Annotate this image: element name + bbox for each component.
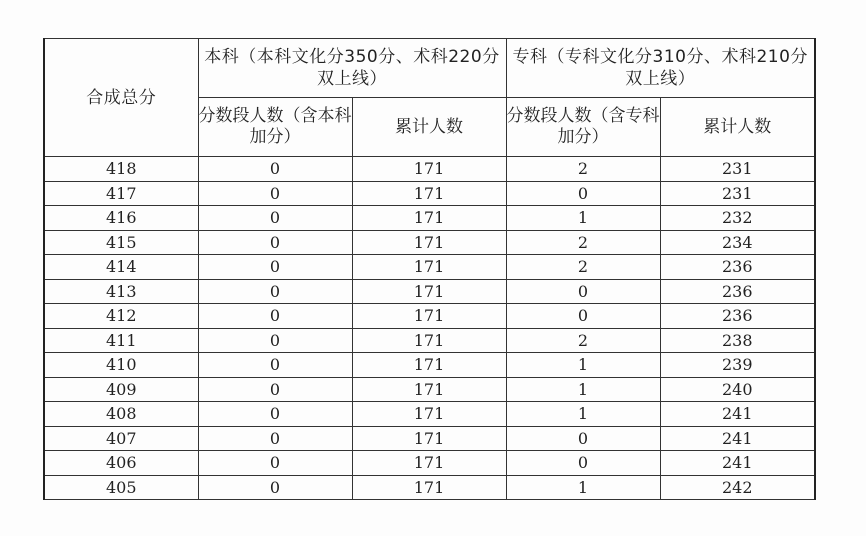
cell-undergrad-segment-count: 0 bbox=[198, 157, 352, 182]
cell-college-cumulative: 231 bbox=[660, 157, 815, 182]
cell-total-score: 417 bbox=[44, 181, 198, 206]
cell-total-score: 407 bbox=[44, 426, 198, 451]
cell-undergrad-segment-count: 0 bbox=[198, 328, 352, 353]
cell-college-segment-count: 2 bbox=[506, 328, 660, 353]
table-row bbox=[44, 475, 815, 500]
cell-college-cumulative: 236 bbox=[660, 279, 815, 304]
table-body bbox=[44, 157, 815, 500]
table-row bbox=[44, 451, 815, 476]
table-row bbox=[44, 206, 815, 231]
cell-college-segment-count: 1 bbox=[506, 206, 660, 231]
cell-undergrad-segment-count: 0 bbox=[198, 426, 352, 451]
table-row bbox=[44, 426, 815, 451]
cell-total-score: 416 bbox=[44, 206, 198, 231]
cell-college-cumulative: 236 bbox=[660, 304, 815, 329]
cell-undergrad-segment-count: 0 bbox=[198, 279, 352, 304]
table-row bbox=[44, 181, 815, 206]
cell-college-cumulative: 234 bbox=[660, 230, 815, 255]
cell-college-cumulative: 239 bbox=[660, 353, 815, 378]
table-row bbox=[44, 402, 815, 427]
cell-undergrad-cumulative: 171 bbox=[352, 377, 506, 402]
header-undergrad-segment-count: 分数段人数（含本科加分） bbox=[198, 98, 352, 157]
cell-undergrad-cumulative: 171 bbox=[352, 328, 506, 353]
cell-undergrad-cumulative: 171 bbox=[352, 279, 506, 304]
cell-undergrad-cumulative: 171 bbox=[352, 157, 506, 182]
cell-total-score: 415 bbox=[44, 230, 198, 255]
cell-college-segment-count: 1 bbox=[506, 475, 660, 500]
header-college-cumulative: 累计人数 bbox=[660, 98, 815, 157]
cell-total-score: 405 bbox=[44, 475, 198, 500]
table-row bbox=[44, 157, 815, 182]
table-row bbox=[44, 377, 815, 402]
cell-undergrad-cumulative: 171 bbox=[352, 206, 506, 231]
cell-undergrad-segment-count: 0 bbox=[198, 377, 352, 402]
cell-college-cumulative: 240 bbox=[660, 377, 815, 402]
cell-undergrad-cumulative: 171 bbox=[352, 255, 506, 280]
cell-college-cumulative: 241 bbox=[660, 426, 815, 451]
cell-college-cumulative: 241 bbox=[660, 451, 815, 476]
cell-college-cumulative: 242 bbox=[660, 475, 815, 500]
header-undergrad-cumulative: 累计人数 bbox=[352, 98, 506, 157]
cell-undergrad-cumulative: 171 bbox=[352, 451, 506, 476]
score-distribution-table bbox=[43, 38, 816, 500]
cell-college-segment-count: 2 bbox=[506, 157, 660, 182]
table-row bbox=[44, 304, 815, 329]
cell-total-score: 409 bbox=[44, 377, 198, 402]
cell-college-segment-count: 2 bbox=[506, 255, 660, 280]
cell-total-score: 412 bbox=[44, 304, 198, 329]
cell-undergrad-segment-count: 0 bbox=[198, 230, 352, 255]
cell-undergrad-segment-count: 0 bbox=[198, 304, 352, 329]
table-row bbox=[44, 328, 815, 353]
table-row bbox=[44, 255, 815, 280]
cell-undergrad-segment-count: 0 bbox=[198, 451, 352, 476]
cell-college-segment-count: 0 bbox=[506, 304, 660, 329]
cell-college-cumulative: 241 bbox=[660, 402, 815, 427]
cell-undergrad-cumulative: 171 bbox=[352, 353, 506, 378]
cell-undergrad-segment-count: 0 bbox=[198, 255, 352, 280]
cell-college-segment-count: 0 bbox=[506, 279, 660, 304]
cell-undergrad-segment-count: 0 bbox=[198, 353, 352, 378]
cell-college-cumulative: 236 bbox=[660, 255, 815, 280]
cell-undergrad-segment-count: 0 bbox=[198, 206, 352, 231]
cell-total-score: 418 bbox=[44, 157, 198, 182]
cell-college-segment-count: 0 bbox=[506, 426, 660, 451]
cell-college-cumulative: 238 bbox=[660, 328, 815, 353]
cell-total-score: 414 bbox=[44, 255, 198, 280]
cell-total-score: 408 bbox=[44, 402, 198, 427]
cell-undergrad-cumulative: 171 bbox=[352, 181, 506, 206]
header-junior-college-group: 专科（专科文化分310分、术科210分双上线） bbox=[506, 39, 815, 98]
cell-college-segment-count: 0 bbox=[506, 181, 660, 206]
cell-total-score: 410 bbox=[44, 353, 198, 378]
cell-undergrad-segment-count: 0 bbox=[198, 402, 352, 427]
cell-college-segment-count: 1 bbox=[506, 402, 660, 427]
table-row bbox=[44, 353, 815, 378]
header-total-score: 合成总分 bbox=[44, 39, 198, 157]
cell-total-score: 413 bbox=[44, 279, 198, 304]
cell-undergrad-segment-count: 0 bbox=[198, 475, 352, 500]
cell-undergrad-cumulative: 171 bbox=[352, 475, 506, 500]
cell-undergrad-cumulative: 171 bbox=[352, 304, 506, 329]
cell-undergrad-cumulative: 171 bbox=[352, 230, 506, 255]
cell-college-cumulative: 231 bbox=[660, 181, 815, 206]
table-row bbox=[44, 230, 815, 255]
cell-undergrad-cumulative: 171 bbox=[352, 402, 506, 427]
cell-undergrad-cumulative: 171 bbox=[352, 426, 506, 451]
cell-total-score: 411 bbox=[44, 328, 198, 353]
cell-college-segment-count: 1 bbox=[506, 353, 660, 378]
header-undergraduate-group: 本科（本科文化分350分、术科220分双上线） bbox=[198, 39, 506, 98]
cell-college-segment-count: 2 bbox=[506, 230, 660, 255]
cell-college-segment-count: 1 bbox=[506, 377, 660, 402]
cell-undergrad-segment-count: 0 bbox=[198, 181, 352, 206]
cell-total-score: 406 bbox=[44, 451, 198, 476]
header-college-segment-count: 分数段人数（含专科加分） bbox=[506, 98, 660, 157]
cell-college-segment-count: 0 bbox=[506, 451, 660, 476]
table-row bbox=[44, 279, 815, 304]
cell-college-cumulative: 232 bbox=[660, 206, 815, 231]
